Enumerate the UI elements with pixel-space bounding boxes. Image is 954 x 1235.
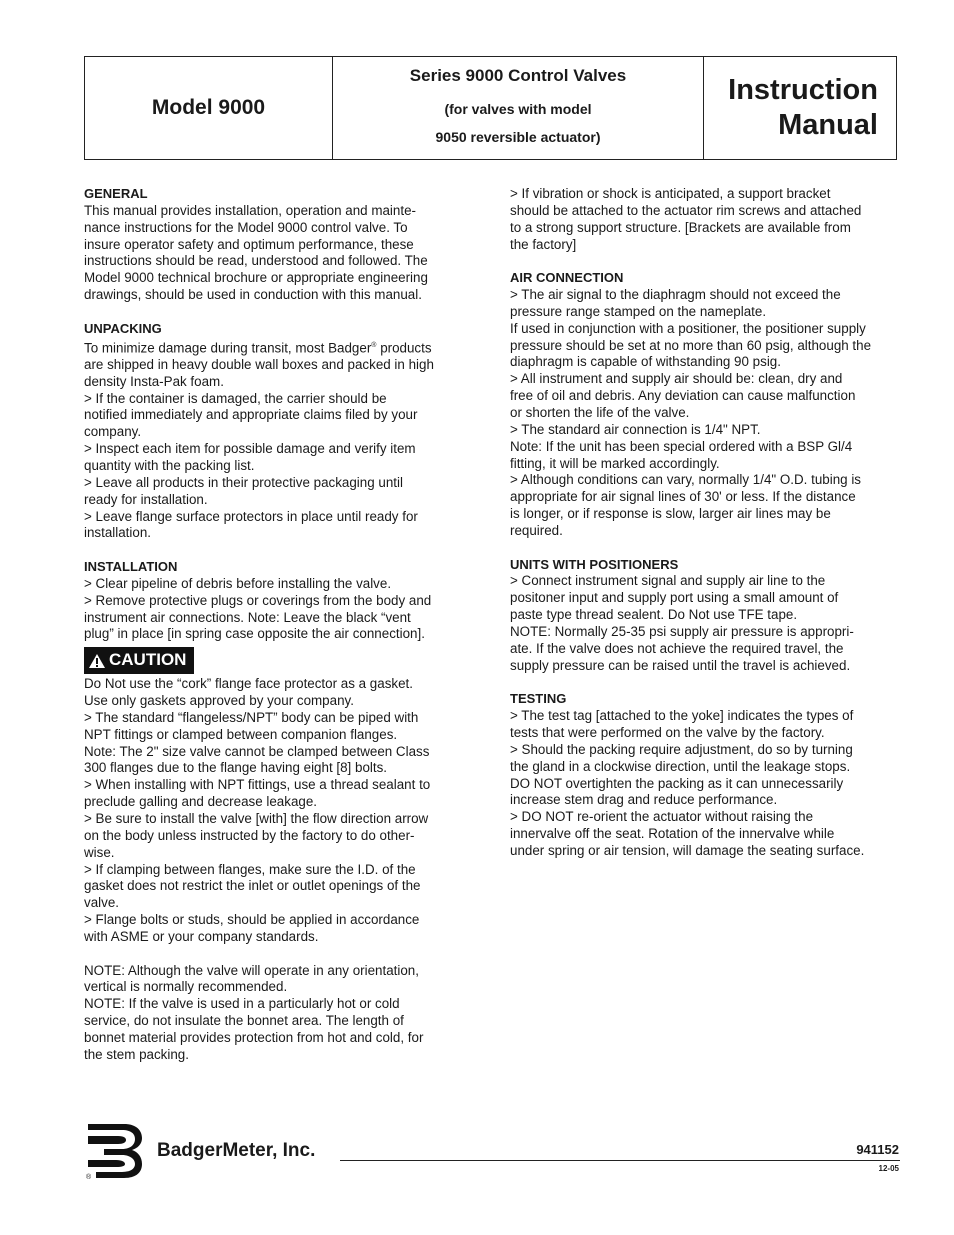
registered-mark: ® xyxy=(371,341,377,349)
warning-triangle-icon xyxy=(88,653,106,669)
left-column xyxy=(84,186,462,1064)
text-line: > Inspect each item for possible damage and verify item xyxy=(84,441,416,457)
title-block xyxy=(84,56,897,160)
text-line: pressure should be set at no more than 60 psig, although the xyxy=(510,337,872,353)
badger-meter-logo-icon xyxy=(86,1122,144,1180)
text-line: > When installing with NPT fittings, use a thread sealant to xyxy=(84,777,431,793)
section-heading-air-connection: AIR CONNECTION xyxy=(510,270,624,286)
text-line: under spring or air tension, will damage the seating surface. xyxy=(510,842,865,858)
company-name: BadgerMeter, Inc. xyxy=(157,1140,316,1161)
document-date: 12-05 xyxy=(878,1164,899,1173)
text-line: DO NOT overtighten the packing as it can unnecessarily xyxy=(510,775,844,791)
text-line: This manual provides installation, operation and mainte- xyxy=(84,202,416,218)
text-line: NOTE: Although the valve will operate in any orientation, xyxy=(84,962,419,978)
text-line: diaphragm is capable of withstanding 90 psig. xyxy=(510,354,781,370)
text-line: free of oil and debris. Any deviation can cause malfunction xyxy=(510,388,856,404)
positioners-text xyxy=(510,573,898,674)
caution-text xyxy=(84,676,462,946)
unpacking-text xyxy=(84,357,462,542)
air-connection-text xyxy=(510,287,898,540)
text-line: drawings, should be used in conduction with this manual. xyxy=(84,287,422,303)
right-column xyxy=(510,186,898,860)
text-line: plug” in place [in spring case opposite the air connection]. xyxy=(84,626,425,642)
text-line: > Should the packing require adjustment, do so by turning xyxy=(510,741,853,757)
text-line: ate. If the valve does not achieve the required travel, the xyxy=(510,640,844,656)
text-line: service, do not insulate the bonnet area. The length of xyxy=(84,1013,404,1029)
text-line: > DO NOT re-orient the actuator without raising the xyxy=(510,809,814,825)
text-line: positoner input and supply port using a small amount of xyxy=(510,590,839,606)
text-line: the stem packing. xyxy=(84,1046,189,1062)
general-text xyxy=(84,203,462,304)
text-line: NOTE: If the valve is used in a particularly hot or cold xyxy=(84,996,400,1012)
caution-badge xyxy=(84,647,194,674)
text-line: gasket does not restrict the inlet or outlet openings of the xyxy=(84,878,421,894)
text-line: vertical is normally recommended. xyxy=(84,979,288,995)
text-line: > Leave all products in their protective packaging until xyxy=(84,474,403,490)
text-line: supply pressure can be raised until the travel is achieved. xyxy=(510,657,851,673)
footer-rule xyxy=(340,1160,900,1161)
text-line: to a strong support structure. [Brackets are available from xyxy=(510,219,851,235)
orientation-notes xyxy=(84,963,462,1064)
section-heading-testing: TESTING xyxy=(510,691,567,707)
text-line: appropriate for air signal lines of 30' or less. If the distance xyxy=(510,489,856,505)
model-cell xyxy=(85,57,333,159)
unpacking-first-line: To minimize damage during transit, most Badger® products xyxy=(84,340,432,356)
text-line: > The test tag [attached to the yoke] indicates the types of xyxy=(510,708,854,724)
text-line: tests that were performed on the valve by the factory. xyxy=(510,725,825,740)
section-heading-installation: INSTALLATION xyxy=(84,559,178,575)
caution-label: CAUTION xyxy=(109,650,187,670)
text-line: are shipped in heavy double wall boxes and packed in high xyxy=(84,356,434,372)
text-line: density Insta-Pak foam. xyxy=(84,373,224,389)
document-number: 941152 xyxy=(856,1142,899,1157)
text-line: > Although conditions can vary, normally 1/4" O.D. tubing is xyxy=(510,472,861,488)
text-line: > Be sure to install the valve [with] the flow direction arrow xyxy=(84,811,429,826)
series-subtitle-1: (for valves with model xyxy=(444,100,592,117)
section-heading-unpacking: UNPACKING xyxy=(84,320,162,336)
text-line: paste type thread sealent. Do Not use TFE tape. xyxy=(510,607,798,623)
text-line: the factory] xyxy=(510,236,577,252)
text-line: > Clear pipeline of debris before installing the valve. xyxy=(84,575,392,591)
text-line: NOTE: Normally 25-35 psi supply air pressure is appropri- xyxy=(510,623,854,639)
text-line: quantity with the packing list. xyxy=(84,457,255,473)
text-line: installation. xyxy=(84,525,151,541)
text-line: > All instrument and supply air should be: clean, dry and xyxy=(510,371,843,387)
text-line: bonnet material provides protection from hot and cold, for xyxy=(84,1029,424,1045)
manual-title-line-1: Instruction xyxy=(728,74,878,106)
series-title: Series 9000 Control Valves xyxy=(409,65,627,85)
testing-text xyxy=(510,708,898,860)
text-line: wise. xyxy=(84,844,115,860)
text-line: on the body unless instructed by the factory to do other- xyxy=(84,827,415,843)
text-line: innervalve off the seat. Rotation of the innervalve while xyxy=(510,826,835,842)
text-line: > The standard “flangeless/NPT” body can be piped with xyxy=(84,709,419,725)
manual-title-line-2: Manual xyxy=(778,109,878,141)
text-line: > Leave flange surface protectors in place until ready for xyxy=(84,508,418,524)
text-line: If used in conjunction with a positioner, the positioner supply xyxy=(510,320,866,336)
text-line: NPT fittings or clamped between companion flanges. xyxy=(84,726,398,742)
series-subtitle-2: 9050 reversible actuator) xyxy=(435,128,601,145)
text-line: > The standard air connection is 1/4" NPT. xyxy=(510,421,761,437)
text-line: > Remove protective plugs or coverings from the body and xyxy=(84,592,432,608)
manual-cell xyxy=(704,57,896,159)
vibration-text xyxy=(510,186,898,253)
logo-registered-mark: ® xyxy=(86,1174,92,1181)
text-line: > If clamping between flanges, make sure the I.D. of the xyxy=(84,861,416,877)
text-line: insure operator safety and optimum performance, these xyxy=(84,236,414,252)
text-line: pressure range stamped on the nameplate. xyxy=(510,303,767,319)
text-line: preclude galling and decrease leakage. xyxy=(84,794,318,810)
text-line: ready for installation. xyxy=(84,491,208,507)
text-line: required. xyxy=(510,522,563,538)
text-line: Model 9000 technical brochure or appropriate engineering xyxy=(84,270,428,286)
text-line: instrument air connections. Note: Leave the black “vent xyxy=(84,609,411,625)
text-line: > The air signal to the diaphragm should not exceed the xyxy=(510,287,841,303)
section-heading-general: GENERAL xyxy=(84,186,148,201)
model-title: Model 9000 xyxy=(151,96,266,119)
text-line: the gland in a clockwise direction, until the leakage stops. xyxy=(510,758,851,774)
text-line: should be attached to the actuator rim screws and attached xyxy=(510,202,862,218)
text-line: is longer, or if response is slow, larger air lines may be xyxy=(510,506,831,522)
section-heading-positioners: UNITS WITH POSITIONERS xyxy=(510,556,679,572)
series-cell xyxy=(333,57,704,159)
text-line: notified immediately and appropriate claims filed by your xyxy=(84,407,418,423)
text-line: valve. xyxy=(84,895,119,911)
installation-text xyxy=(84,576,462,643)
text-line: > If the container is damaged, the carrier should be xyxy=(84,390,387,406)
text-line: 300 flanges due to the flange having eight [8] bolts. xyxy=(84,760,388,776)
text-line: > Flange bolts or studs, should be applied in accordance xyxy=(84,912,420,928)
text-line: company. xyxy=(84,424,142,440)
text-line: increase stem drag and reduce performance. xyxy=(510,792,778,808)
text-line: instructions should be read, understood and followed. The xyxy=(84,253,428,269)
text-line: nance instructions for the Model 9000 control valve. To xyxy=(84,219,408,235)
text-line: or shorten the life of the valve. xyxy=(510,404,690,420)
text-line: Use only gaskets approved by your company. xyxy=(84,693,354,709)
text-line: Do Not use the “cork” flange face protector as a gasket. xyxy=(84,676,413,692)
text-line: Note: If the unit has been special ordered with a BSP Gl/4 xyxy=(510,438,853,454)
text-line: fitting, it will be marked accordingly. xyxy=(510,455,720,471)
text-line: > If vibration or shock is anticipated, a support bracket xyxy=(510,186,831,201)
text-line: > Connect instrument signal and supply air line to the xyxy=(510,573,826,589)
text-line: with ASME or your company standards. xyxy=(84,928,319,944)
text-line: Note: The 2" size valve cannot be clamped between Class xyxy=(84,743,430,759)
